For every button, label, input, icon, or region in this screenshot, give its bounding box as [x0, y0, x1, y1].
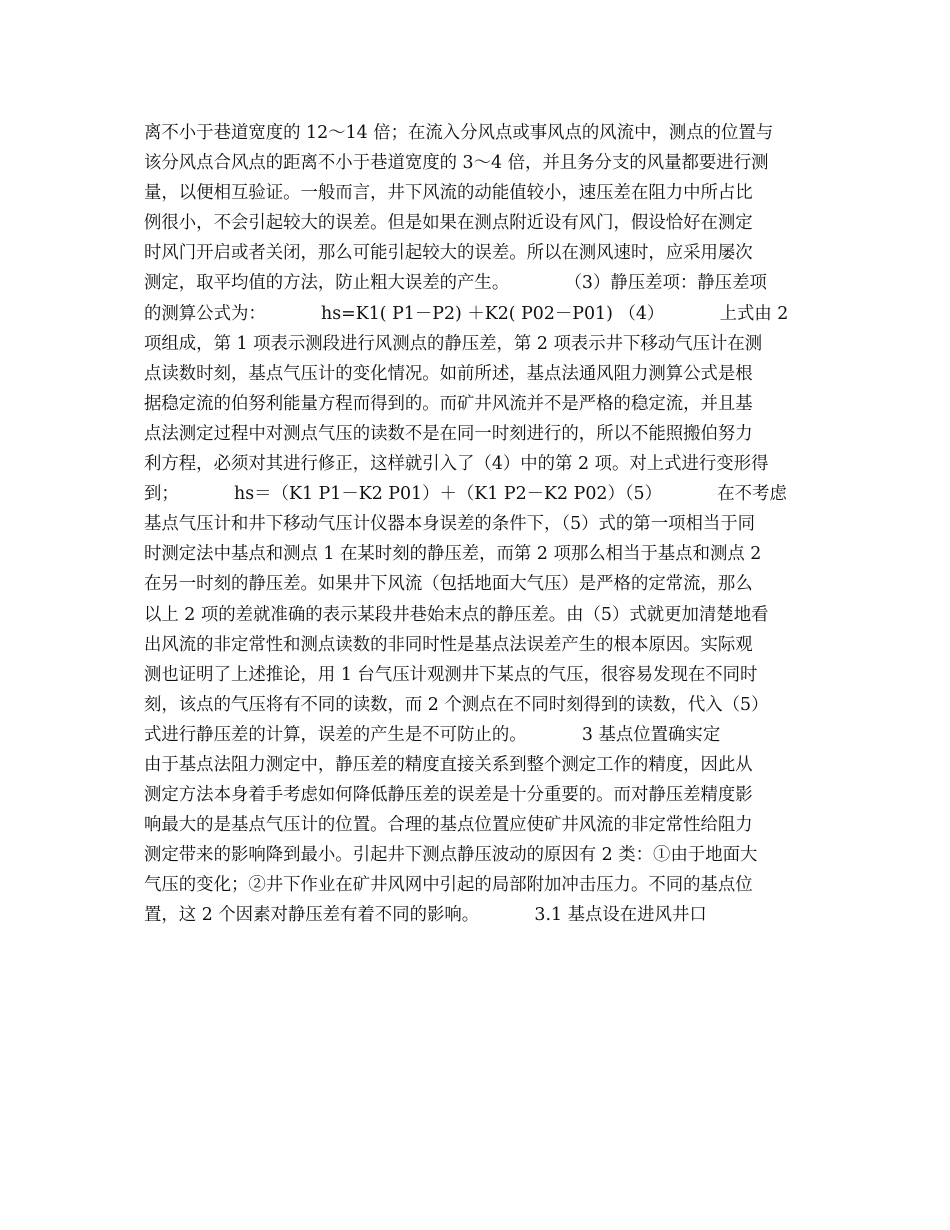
text-line: 项组成，第 1 项表示测段进行风测点的静压差，第 2 项表示井下移动气压计在测 — [144, 333, 763, 354]
text-line: 点法测定过程中对测点气压的读数不是在同一时刻进行的，所以不能照搬伯努力 — [144, 423, 753, 444]
text-line: 在另一时刻的静压差。如果井下风流（包括地面大气压）是严格的定常流，那么 — [144, 574, 753, 595]
text-line: 以上 2 项的差就准确的表示某段井巷始末点的静压差。由（5）式就更加清楚地看 — [144, 604, 769, 625]
text-line: 测定方法本身着手考虑如何降低静压差的误差是十分重要的。而对静压差精度影 — [144, 785, 753, 806]
body-text — [144, 118, 824, 931]
text-line: 量，以便相互验证。一般而言，井下风流的动能值较小，速压差在阻力中所占比 — [144, 183, 753, 204]
text-line: 的测算公式为： hs=K1( P1－P2) ＋K2( P02－P01) （4） 上式由 2 — [144, 303, 789, 324]
text-line: 气压的变化；②井下作业在矿井风网中引起的局部附加冲击压力。不同的基点位 — [144, 875, 753, 896]
text-line: 测定，取平均值的方法，防止粗大误差的产生。 （3）静压差项：静压差项 — [144, 273, 767, 294]
text-line: 据稳定流的伯努利能量方程而得到的。而矿井风流并不是严格的稳定流，并且基 — [144, 393, 753, 414]
text-line: 时风门开启或者关闭，那么可能引起较大的误差。所以在测风速时，应采用屡次 — [144, 243, 753, 264]
text-line: 测也证明了上述推论，用 1 台气压计观测井下某点的气压，很容易发现在不同时 — [144, 664, 758, 685]
text-line: 该分风点合风点的距离不小于巷道宽度的 3～4 倍，并且务分支的风量都要进行测 — [144, 153, 769, 174]
text-line: 点读数时刻，基点气压计的变化情况。如前所述，基点法通风阻力测算公式是根 — [144, 363, 753, 384]
text-line: 响最大的是基点气压计的位置。合理的基点位置应使矿井风流的非定常性给阻力 — [144, 815, 753, 836]
text-line: 例很小，不会引起较大的误差。但是如果在测点附近设有风门，假设恰好在测定 — [144, 213, 753, 234]
text-line: 到； hs＝（K1 P1－K2 P01）＋（K1 P2－K2 P02）（5） 在不考虑 — [144, 484, 787, 505]
text-line: 时测定法中基点和测点 1 在某时刻的静压差，而第 2 项那么相当于基点和测点 2 — [144, 544, 762, 565]
text-line: 由于基点法阻力测定中，静压差的精度直接关系到整个测定工作的精度，因此从 — [144, 754, 753, 775]
text-line: 刻，该点的气压将有不同的读数，而 2 个测点在不同时刻得到的读数，代入（5） — [144, 694, 769, 715]
text-line: 置，这 2 个因素对静压差有着不同的影响。 3.1 基点设在进风井口 — [144, 905, 707, 926]
text-line: 式进行静压差的计算，误差的产生是不可防止的。 3 基点位置确实定 — [144, 724, 721, 745]
text-line: 利方程，必须对其进行修正，这样就引入了（4）中的第 2 项。对上式进行变形得 — [144, 454, 769, 475]
text-line: 测定带来的影响降到最小。引起井下测点静压波动的原因有 2 类：①由于地面大 — [144, 845, 758, 866]
text-line: 出风流的非定常性和测点读数的非同时性是基点法误差产生的根本原因。实际观 — [144, 634, 753, 655]
text-line: 基点气压计和井下移动气压计仪器本身误差的条件下，（5）式的第一项相当于同 — [144, 514, 756, 535]
text-line: 离不小于巷道宽度的 12～14 倍；在流入分风点或事风点的风流中，测点的位置与 — [144, 123, 774, 143]
